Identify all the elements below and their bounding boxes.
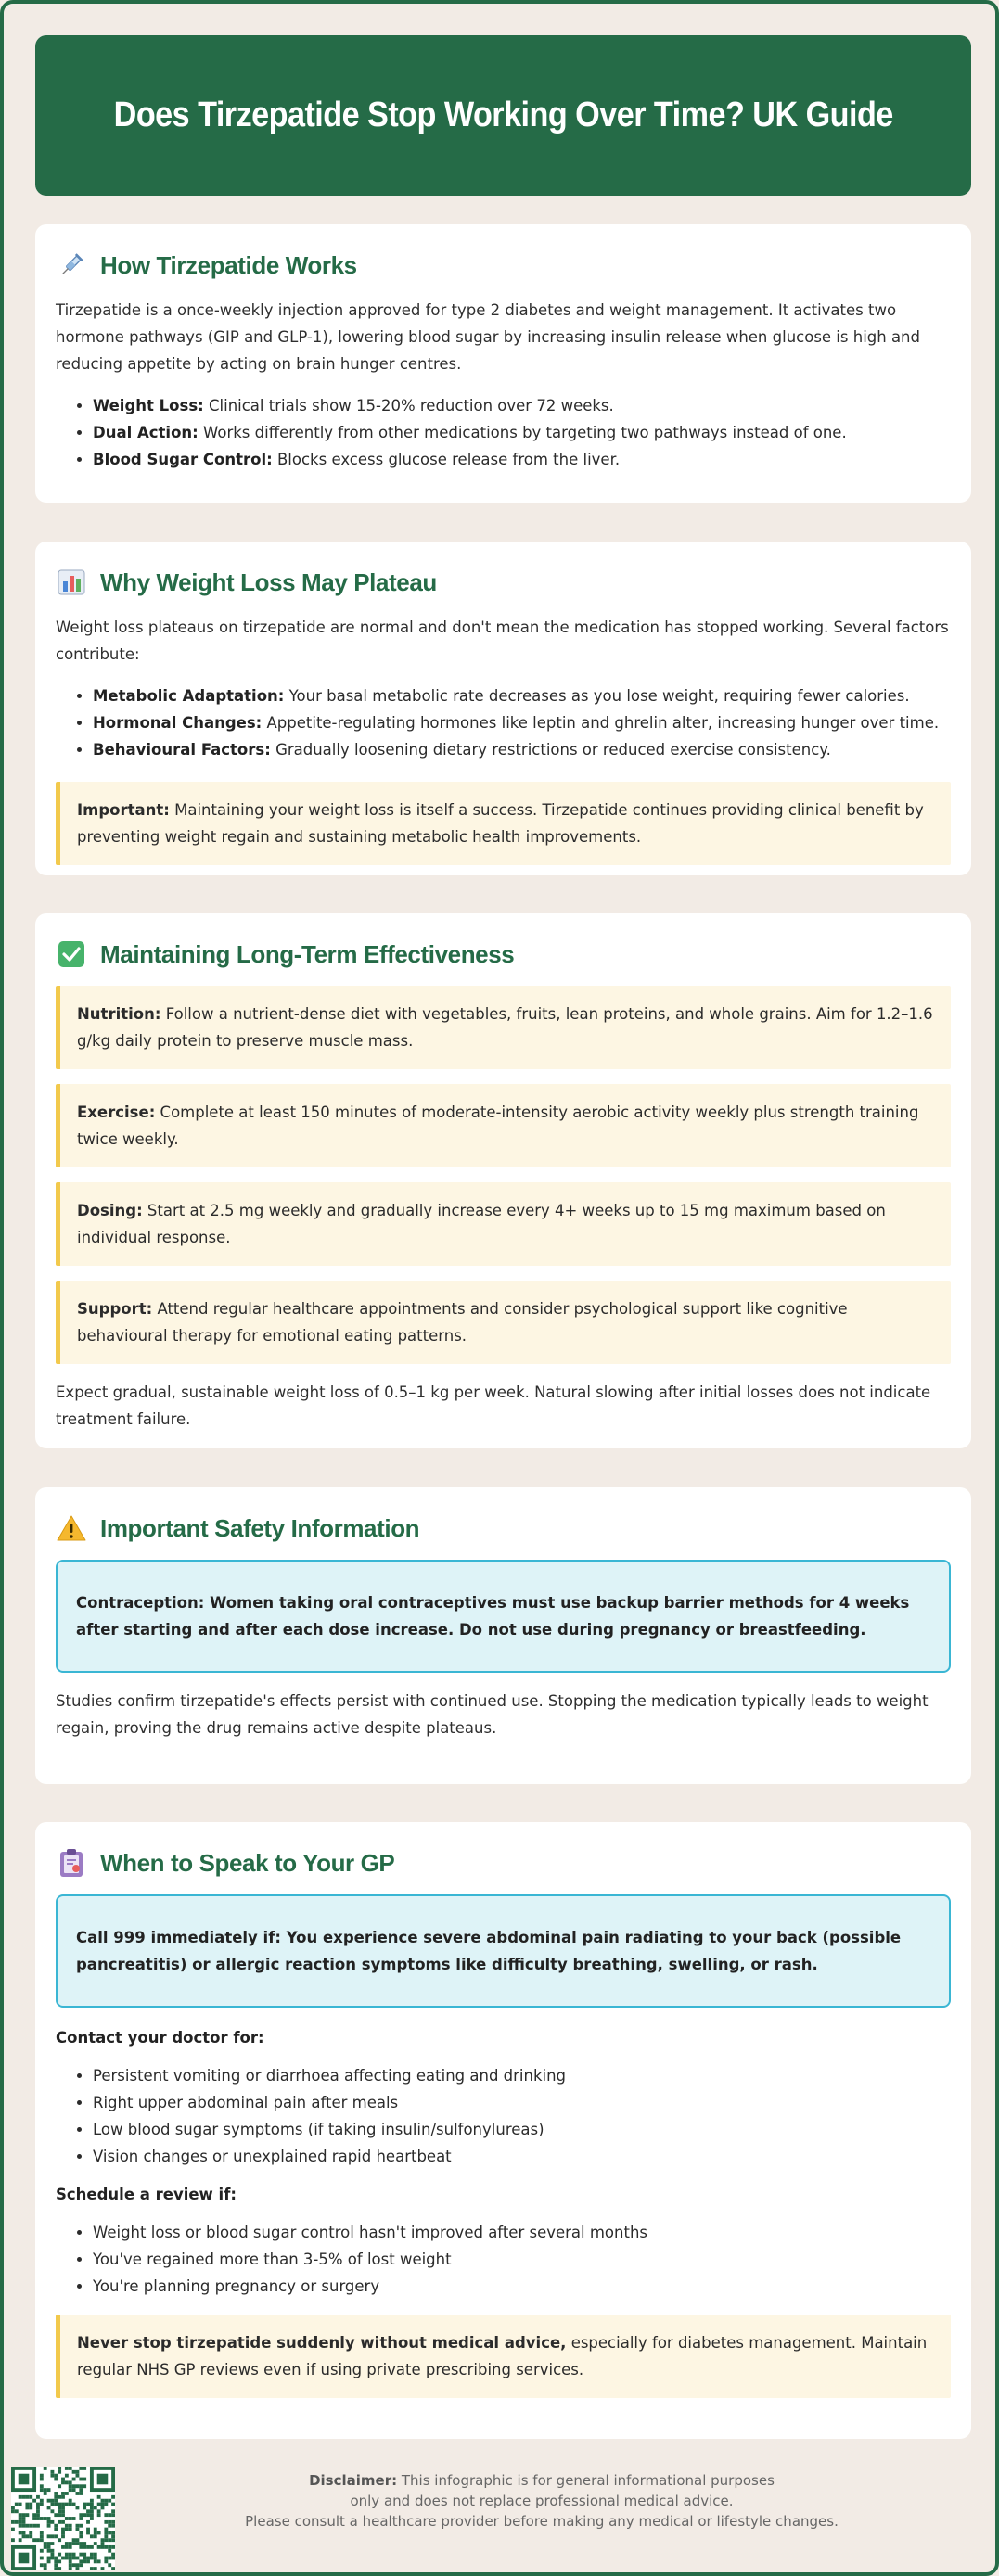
list-item: • You've regained more than 3-5% of lost weight <box>93 2246 951 2273</box>
item-label: Metabolic Adaptation: <box>93 687 285 705</box>
exercise-note <box>56 1084 951 1167</box>
card-title: How Tirzepatide Works <box>100 250 357 279</box>
intro-text: Tirzepatide is a once-weekly injection approved for type 2 diabetes and weight management. It activates two hormone pathways (GIP and GLP-1), lowering blood sugar by increasing insulin release when glucose is high and reducing appetite by acting on brain hunger centres. <box>56 301 920 373</box>
card-header <box>56 247 951 284</box>
item-text: Blocks excess glucose release from the liver. <box>276 451 621 468</box>
emergency-alert: Call 999 immediately if: You experience severe abdominal pain radiating to your back (possible pancreatitis) or allergic reaction symptoms like difficulty breathing, swelling, or rash. <box>56 1894 951 2008</box>
factor-list <box>93 682 951 763</box>
item-text: Your basal metabolic rate decreases as you lose weight, requiring fewer calories. <box>288 687 910 705</box>
disclaimer-line-3: Please consult a healthcare provider before making any medical or lifestyle changes. <box>245 2513 839 2530</box>
disclaimer-text: This infographic is for general informational purposes <box>401 2472 775 2489</box>
never-stop-note <box>56 2315 951 2398</box>
list-item <box>93 736 951 763</box>
list-item <box>93 682 951 709</box>
item-text: Works differently from other medications by targeting two pathways instead of one. <box>203 424 847 441</box>
note-label: Dosing: <box>77 1202 143 1219</box>
card-header <box>56 1844 951 1881</box>
note-text: Maintaining your weight loss is itself a success. Tirzepatide continues providing clinical benefit by preventing weight regain and sustaining metabolic health improvements. <box>77 801 924 846</box>
important-note <box>56 782 951 865</box>
page-header <box>35 35 971 196</box>
page-title: Does Tirzepatide Stop Working Over Time? UK Guide <box>113 96 893 134</box>
item-label: Dual Action: <box>93 424 199 441</box>
card-header <box>56 1510 951 1547</box>
bar-chart-icon <box>56 567 87 598</box>
support-note <box>56 1281 951 1364</box>
note-label: Exercise: <box>77 1103 156 1121</box>
contact-list <box>93 2062 951 2170</box>
contact-heading: Contact your doctor for: <box>56 2029 264 2047</box>
item-text: Clinical trials show 15-20% reduction over 72 weeks. <box>209 397 614 414</box>
card-plateau <box>35 542 971 875</box>
item-label: Hormonal Changes: <box>93 714 263 732</box>
review-list <box>93 2219 951 2300</box>
card-title: Maintaining Long-Term Effectiveness <box>100 939 515 968</box>
list-item: • Vision changes or unexplained rapid heartbeat <box>93 2143 951 2170</box>
disclaimer <box>189 2470 894 2531</box>
disclaimer-label: Disclaimer: <box>309 2472 398 2489</box>
benefit-list <box>93 392 951 473</box>
warning-icon <box>56 1512 87 1544</box>
list-item: • You're planning pregnancy or surgery <box>93 2273 951 2300</box>
note-label: Nutrition: <box>77 1005 161 1023</box>
note-text: Start at 2.5 mg weekly and gradually increase every 4+ weeks up to 15 mg maximum based on individual response. <box>77 1202 886 1246</box>
card-title: Why Weight Loss May Plateau <box>100 567 437 596</box>
check-icon <box>56 938 87 970</box>
note-text: Attend regular healthcare appointments and consider psychological support like cognitive behavioural therapy for emotional eating patterns. <box>77 1300 848 1345</box>
card-title: Important Safety Information <box>100 1513 420 1542</box>
qr-code-icon[interactable] <box>11 2467 115 2570</box>
card-how-it-works <box>35 224 971 503</box>
outro-text: Studies confirm tirzepatide's effects persist with continued use. Stopping the medication typically leads to weight regain, proving the drug remains active despite plateaus. <box>56 1692 929 1737</box>
item-label: Behavioural Factors: <box>93 741 271 759</box>
card-header <box>56 936 951 973</box>
item-text: Gradually loosening dietary restrictions or reduced exercise consistency. <box>275 741 831 759</box>
intro-text: Weight loss plateaus on tirzepatide are normal and don't mean the medication has stopped working. Several factors contribute: <box>56 618 949 663</box>
outro-text: Expect gradual, sustainable weight loss of 0.5–1 kg per week. Natural slowing after initial losses does not indicate treatment failure. <box>56 1384 931 1428</box>
note-label: Support: <box>77 1300 153 1318</box>
review-heading: Schedule a review if: <box>56 2186 237 2203</box>
clipboard-icon <box>56 1847 87 1879</box>
note-label: Never stop tirzepatide suddenly without medical advice, <box>77 2334 567 2352</box>
list-item: • Low blood sugar symptoms (if taking insulin/sulfonylureas) <box>93 2116 951 2143</box>
card-title: When to Speak to Your GP <box>100 1848 395 1877</box>
list-item: • Weight loss or blood sugar control hasn't improved after several months <box>93 2219 951 2246</box>
card-safety <box>35 1487 971 1784</box>
note-text: Complete at least 150 minutes of moderate-intensity aerobic activity weekly plus strength training twice weekly. <box>77 1103 919 1148</box>
item-text: Appetite-regulating hormones like leptin and ghrelin alter, increasing hunger over time. <box>266 714 940 732</box>
list-item <box>93 419 951 446</box>
note-text: Follow a nutrient-dense diet with vegetables, fruits, lean proteins, and whole grains. Aim for 1.2–1.6 g/kg daily protein to preserve muscle mass. <box>77 1005 933 1050</box>
list-item <box>93 709 951 736</box>
list-item: • Persistent vomiting or diarrhoea affecting eating and drinking <box>93 2062 951 2089</box>
note-text: especially for diabetes management. Maintain regular NHS GP reviews even if using private prescribing services. <box>77 2334 928 2378</box>
disclaimer-line-2: only and does not replace professional medical advice. <box>350 2493 734 2509</box>
item-label: Blood Sugar Control: <box>93 451 273 468</box>
disclaimer-line-1 <box>189 2470 894 2491</box>
card-maintaining <box>35 913 971 1448</box>
syringe-icon <box>56 249 87 281</box>
nutrition-note <box>56 986 951 1069</box>
list-item <box>93 392 951 419</box>
list-item: • Right upper abdominal pain after meals <box>93 2089 951 2116</box>
dosing-note <box>56 1182 951 1266</box>
list-item <box>93 446 951 473</box>
footer <box>4 2459 999 2576</box>
card-header <box>56 564 951 601</box>
note-label: Important: <box>77 801 170 819</box>
item-label: Weight Loss: <box>93 397 204 414</box>
card-gp <box>35 1822 971 2439</box>
contraception-alert: Contraception: Women taking oral contraceptives must use backup barrier methods for 4 weeks after starting and after each dose increase. Do not use during pregnancy or breastfeeding. <box>56 1560 951 1673</box>
